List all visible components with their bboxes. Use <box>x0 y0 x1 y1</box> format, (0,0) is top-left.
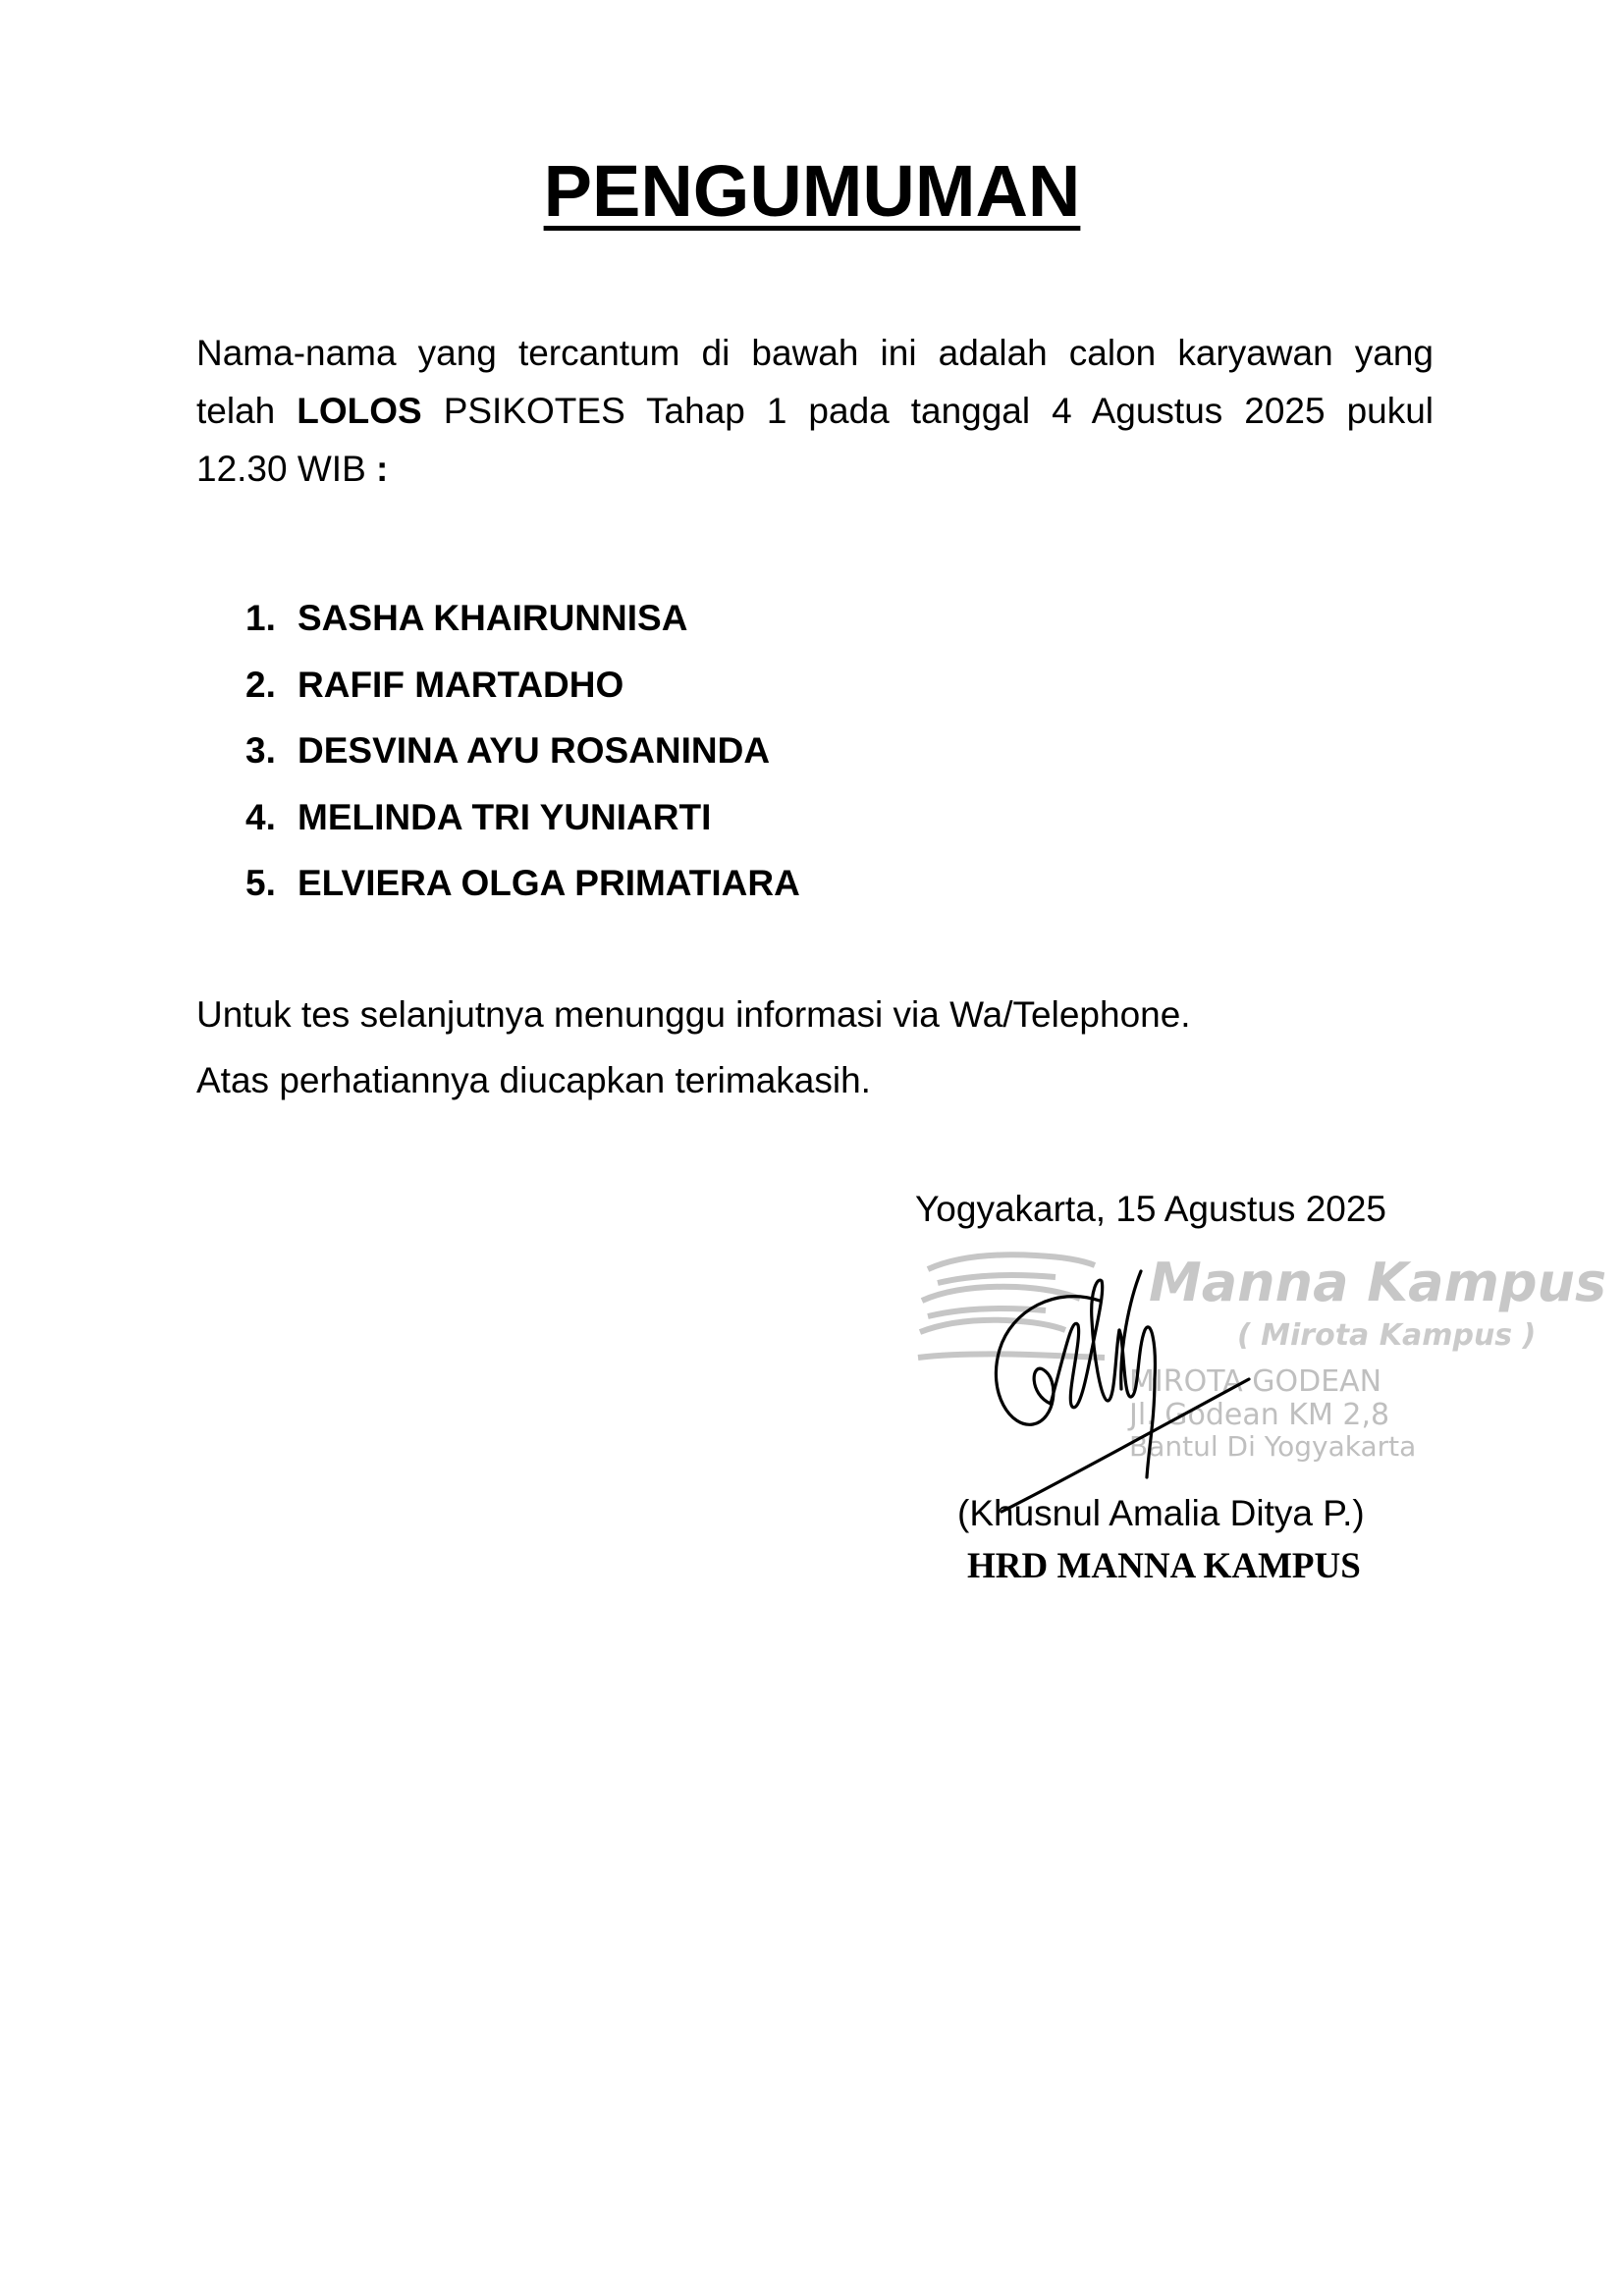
stamp-line-2: Jl. Godean KM 2,8 <box>1129 1398 1390 1432</box>
stamp-sub-brand: ( Mirota Kampus ) <box>1237 1318 1537 1353</box>
signer-role: HRD MANNA KAMPUS <box>967 1546 1361 1586</box>
page-title-text: PENGUMUMAN <box>543 150 1081 232</box>
list-item-name: ELVIERA OLGA PRIMATIARA <box>298 863 800 903</box>
list-item-number: 3. <box>245 730 276 771</box>
candidate-list <box>245 585 800 917</box>
list-item <box>245 652 800 719</box>
list-item <box>245 585 800 652</box>
intro-line-3-text: 12.30 WIB <box>196 449 366 489</box>
place-date: Yogyakarta, 15 Agustus 2025 <box>915 1189 1387 1229</box>
page-title <box>0 142 1624 240</box>
intro-colon: : <box>376 449 389 489</box>
signer-name: (Khusnul Amalia Ditya P.) <box>957 1493 1365 1533</box>
list-item-number: 5. <box>245 863 276 903</box>
intro-line-2-prefix: telah <box>196 391 276 431</box>
closing-paragraph <box>196 982 1191 1113</box>
stamp-line-1: MIROTA GODEAN <box>1129 1364 1382 1399</box>
stamp-brand: Manna Kampus <box>1149 1252 1607 1313</box>
closing-line-2: Atas perhatiannya diucapkan terimakasih. <box>196 1060 871 1100</box>
intro-line-3 <box>196 440 1434 498</box>
list-item <box>245 784 800 851</box>
list-item-number: 1. <box>245 598 276 638</box>
stamp-line-3: Bantul Di Yogyakarta <box>1129 1430 1417 1463</box>
intro-paragraph <box>196 324 1434 498</box>
list-item-name: MELINDA TRI YUNIARTI <box>298 796 712 837</box>
list-item-number: 4. <box>245 796 276 837</box>
intro-lolos-bold: LOLOS <box>297 391 422 431</box>
list-item <box>245 850 800 917</box>
list-item-name: RAFIF MARTADHO <box>298 664 624 705</box>
closing-line-1: Untuk tes selanjutnya menunggu informasi via Wa/Telephone. <box>196 994 1191 1035</box>
list-item-name: DESVINA AYU ROSANINDA <box>298 730 771 771</box>
intro-line-2-suffix: PSIKOTES Tahap 1 pada tanggal 4 Agustus 2025 pukul <box>443 391 1435 431</box>
list-item-number: 2. <box>245 664 276 705</box>
list-item-name: SASHA KHAIRUNNISA <box>298 598 688 638</box>
list-item <box>245 718 800 784</box>
intro-line-1: Nama-nama yang tercantum di bawah ini adalah calon karyawan yang <box>196 333 1434 373</box>
handwritten-signature <box>972 1232 1267 1526</box>
intro-line-2 <box>196 382 1434 440</box>
